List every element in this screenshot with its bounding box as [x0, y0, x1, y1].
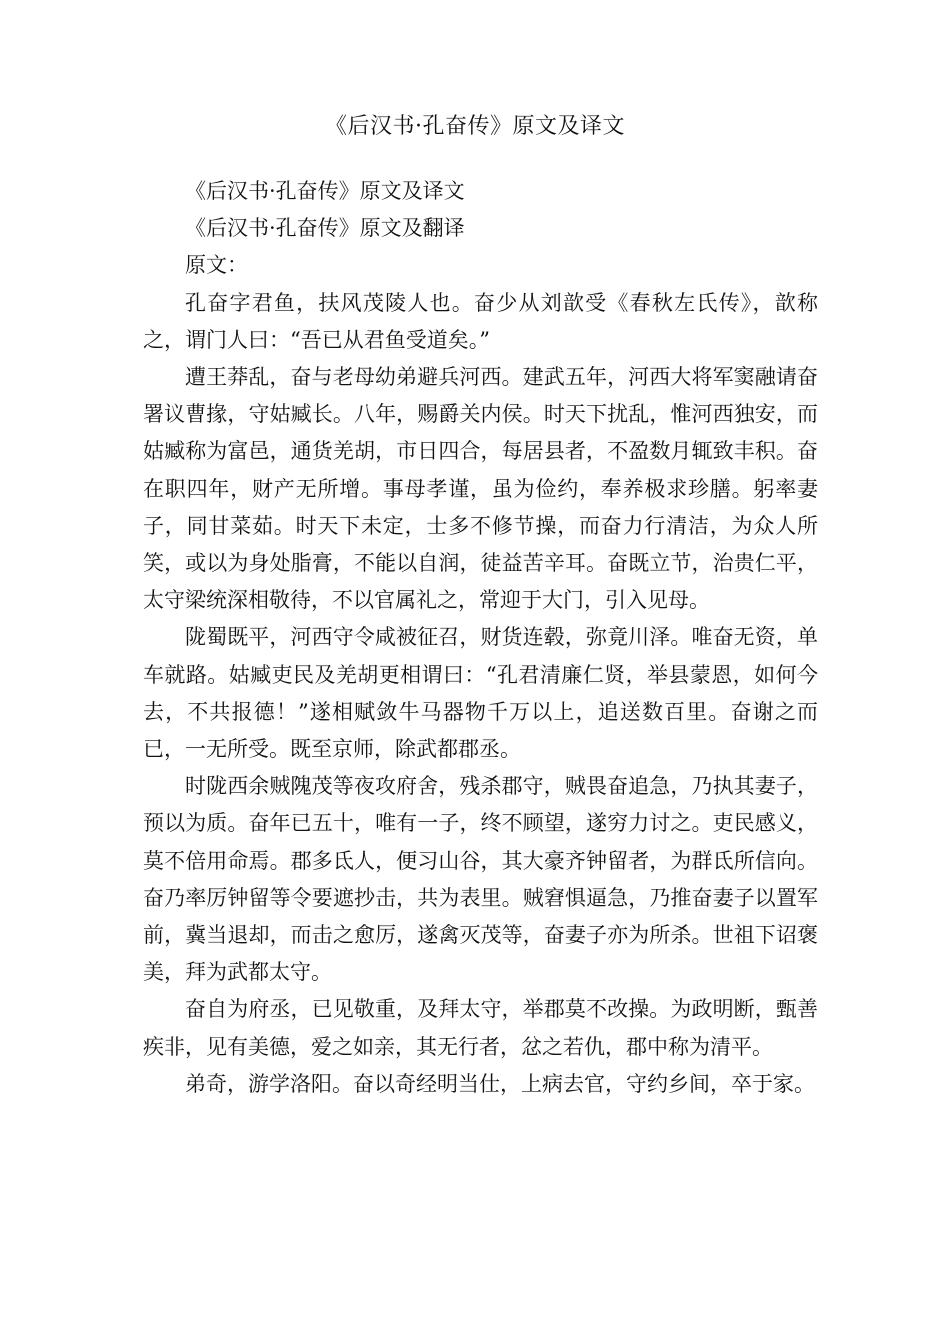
paragraph-5: 奋自为府丞，已见敬重，及拜太守，举郡莫不改操。为政明断，甄善疾非，见有美德，爱之如亲，其无行者，忿之若仇，郡中称为清平。: [143, 997, 818, 1059]
subtitle-line-2: 《后汉书·孔奋传》原文及翻译: [185, 216, 465, 241]
paragraph-6: 弟奇，游学洛阳。奋以奇经明当仕，上病去官，守约乡间，卒于家。: [185, 1071, 815, 1096]
section-label-original: 原文：: [185, 253, 248, 278]
document-body: [143, 173, 818, 1103]
paragraph-4: 时陇西余贼隗茂等夜攻府舍，残杀郡守，贼畏奋追急，乃执其妻子，预以为质。奋年已五十，唯有一子，终不顾望，遂穷力讨之。吏民感义，莫不倍用命焉。郡多氐人，便习山谷，其大豪齐钟留者，为群氐所信向。奋乃率厉钟留等令要遮抄击，共为表里。贼窘惧逼急，乃推奋妻子以置军前，冀当退却，而击之愈厉，遂禽灭茂等，奋妻子亦为所杀。世祖下诏褒美，拜为武都太守。: [143, 774, 818, 985]
paragraph-1: 孔奋字君鱼，扶风茂陵人也。奋少从刘歆受《春秋左氏传》，歆称之，谓门人曰：“吾已从君鱼受道矣。”: [143, 290, 818, 352]
document-title: 《后汉书·孔奋传》原文及译文: [325, 114, 625, 139]
paragraph-2: 遭王莽乱，奋与老母幼弟避兵河西。建武五年，河西大将军窦融请奋署议曹掾，守姑臧长。八年，赐爵关内侯。时天下扰乱，惟河西独安，而姑臧称为富邑，通货羌胡，市日四合，每居县者，不盈数月辄致丰积。奋在职四年，财产无所增。事母孝谨，虽为俭约，奉养极求珍膳。躬率妻子，同甘菜茹。时天下未定，士多不修节操，而奋力行清洁，为众人所笑，或以为身处脂膏，不能以自润，徒益苦辛耳。奋既立节，治贵仁平，太守梁统深相敬待，不以官属礼之，常迎于大门，引入见母。: [143, 365, 818, 613]
paragraph-3: 陇蜀既平，河西守令咸被征召，财货连毂，弥竟川泽。唯奋无资，单车就路。姑臧吏民及羌胡更相谓曰：“孔君清廉仁贤，举县蒙恩，如何今去，不共报德！”遂相赋敛牛马器物千万以上，追送数百里。奋谢之而已，一无所受。既至京师，除武都郡丞。: [143, 625, 818, 762]
subtitle-line-1: 《后汉书·孔奋传》原文及译文: [185, 179, 465, 203]
